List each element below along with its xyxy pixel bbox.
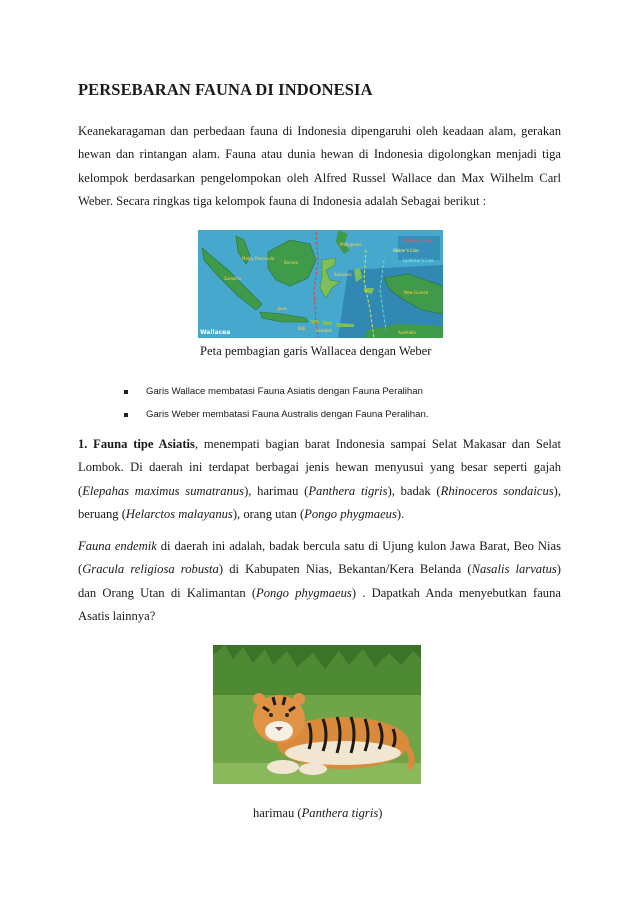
tiger-photo <box>213 645 421 784</box>
species-name: Elepahas maximus sumatranus <box>82 483 245 498</box>
map-label-malay: Malay Peninsula <box>242 256 275 261</box>
text-run: , menempati bagian barat Indonesia sampai Selat Makasar dan Selat <box>194 437 561 451</box>
text-run: ). <box>396 507 405 522</box>
text-run: ( <box>78 483 83 498</box>
species-name: Nasalis larvatus <box>471 562 557 577</box>
endemic-line <box>78 582 561 605</box>
text-run: ) . Dapatkah Anda menyebutkan fauna <box>351 585 561 600</box>
list-item <box>124 403 428 426</box>
section-line <box>78 433 561 456</box>
intro-line: Weber. Secara ringkas tiga kelompok fauna di Indonesia adalah Sebagai berikut : <box>78 194 487 209</box>
bullet-text: Garis Weber membatasi Fauna Australis dengan Fauna Peralihan. <box>146 409 429 420</box>
map-label-borneo: Borneo <box>284 260 299 265</box>
intro-line: hewan dan rintangan alam. Fauna atau dunia hewan di Indonesia digolongkan menjadi tiga <box>78 147 561 162</box>
line-bullet-list <box>124 380 428 426</box>
section-heading: 1. Fauna tipe Asiatis <box>78 437 195 451</box>
intro-line: Keanekaragaman dan perbedaan fauna di Indonesia dipengaruhi oleh keadaan alam, gerakan <box>78 124 561 138</box>
text-run: ), orang utan ( <box>232 507 305 522</box>
text-run: ), badak ( <box>387 483 441 498</box>
wallace-weber-map-image <box>198 230 443 338</box>
map-label-australia: Australia <box>398 330 416 335</box>
bullet-icon <box>124 390 128 394</box>
text-run: harimau ( <box>253 806 302 820</box>
text-run: ) di Kabupaten Nias, Bekantan/Kera Belanda ( <box>218 562 472 577</box>
map-label-sumatra: Sumatra <box>224 276 242 281</box>
map-label-wallacea: Wallacea <box>200 329 231 336</box>
species-name: Gracula religiosa robusta <box>82 562 219 577</box>
map-label-bali: Bali <box>298 326 306 331</box>
text-run: dan Orang Utan di Kalimantan ( <box>78 585 257 600</box>
list-item <box>124 380 428 403</box>
tiger-caption <box>253 806 382 821</box>
text-run: ) <box>556 562 561 577</box>
map-legend-weber: Weber's Line <box>393 248 419 253</box>
bullet-icon <box>124 413 128 417</box>
page-title: PERSEBARAN FAUNA DI INDONESIA <box>78 80 373 99</box>
map-label-lombok: Lombok <box>316 328 332 333</box>
map-caption: Peta pembagian garis Wallacea dengan Weber <box>200 344 432 358</box>
species-name: Pongo phygmaeus <box>256 585 352 600</box>
endemic-line: Asatis lainnya? <box>78 609 156 624</box>
species-name: Panthera tigris <box>308 483 388 498</box>
map-label-sulawesi: Sulawesi <box>334 272 352 277</box>
section-line <box>78 480 561 503</box>
section-line: Lombok. Di daerah ini terdapat berbagai jenis hewan menyusui yang besar seperti gajah <box>78 460 561 475</box>
text-run: ), <box>553 483 561 498</box>
species-name: Helarctos malayanus <box>125 507 233 522</box>
text-run: ) <box>378 806 383 820</box>
endemic-line <box>78 558 561 581</box>
text-run: beruang ( <box>78 507 126 522</box>
section-line <box>78 503 561 526</box>
species-name: Panthera tigris <box>301 806 379 820</box>
species-name: Rhinoceros sondaicus <box>440 483 554 498</box>
section-asiatis-paragraph <box>78 433 561 527</box>
bullet-text: Garis Wallace membatasi Fauna Asiatis dengan Fauna Peralihan <box>146 386 423 397</box>
emphasis-text: Fauna endemik <box>78 539 157 553</box>
species-name: Pongo phygmaeus <box>304 507 397 522</box>
text-run: ), harimau ( <box>244 483 309 498</box>
map-label-new-guinea: New Guinea <box>404 290 429 295</box>
endemic-paragraph <box>78 535 561 629</box>
endemic-line <box>78 535 561 558</box>
map-legend-lydekker: Lydekker's Line <box>403 258 434 263</box>
intro-line: kelompok berdasarkan pengelompokan oleh Alfred Russel Wallace dan Max Wilhelm Carl <box>78 170 561 185</box>
text-run: di daerah ini adalah, badak bercula satu di Ujung kulon Jawa Barat, Beo Nias <box>156 539 561 553</box>
text-run: ( <box>78 562 83 577</box>
intro-paragraph <box>78 120 561 214</box>
map-legend-wallace: Wallace's Line <box>403 238 432 243</box>
map-label-philippines: Philippines <box>340 242 362 247</box>
map-label-java: Java <box>278 306 287 311</box>
